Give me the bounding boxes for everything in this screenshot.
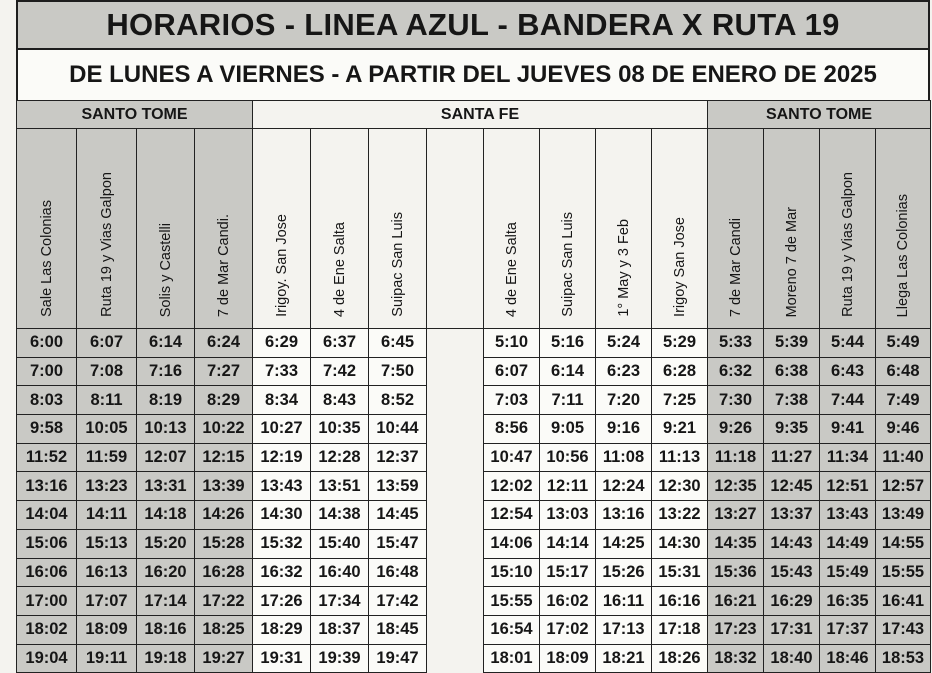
group-santa-fe: SANTA FE: [253, 101, 708, 129]
spacer-cell: [427, 644, 484, 673]
outbound-time-cell: 7:27: [195, 357, 253, 386]
inbound-time-cell: 16:35: [820, 587, 876, 616]
outbound-time-cell: 17:26: [253, 587, 311, 616]
inbound-time-cell: 11:13: [652, 443, 708, 472]
inbound-column-header: [876, 129, 931, 329]
inbound-time-cell: 6:28: [652, 357, 708, 386]
outbound-column-header: [17, 129, 77, 329]
outbound-time-cell: 7:08: [77, 357, 137, 386]
outbound-time-cell: 8:34: [253, 386, 311, 415]
outbound-time-cell: 7:33: [253, 357, 311, 386]
inbound-time-cell: 16:16: [652, 587, 708, 616]
outbound-time-cell: 10:13: [137, 415, 195, 444]
inbound-time-cell: 18:46: [820, 644, 876, 673]
outbound-time-cell: 11:52: [17, 443, 77, 472]
outbound-column-header: [369, 129, 427, 329]
spacer-cell: [427, 357, 484, 386]
inbound-time-cell: 9:26: [708, 415, 764, 444]
inbound-time-cell: 18:21: [596, 644, 652, 673]
outbound-time-cell: 17:00: [17, 587, 77, 616]
inbound-time-cell: 17:37: [820, 615, 876, 644]
column-header-label: Moreno 7 de Mar: [783, 206, 800, 317]
inbound-time-cell: 12:24: [596, 472, 652, 501]
inbound-time-cell: 8:56: [484, 415, 540, 444]
inbound-time-cell: 7:30: [708, 386, 764, 415]
outbound-time-cell: 7:16: [137, 357, 195, 386]
inbound-time-cell: 6:48: [876, 357, 931, 386]
column-header-label: Sale Las Colonias: [38, 200, 55, 317]
outbound-time-cell: 17:42: [369, 587, 427, 616]
outbound-time-cell: 13:51: [311, 472, 369, 501]
inbound-time-cell: 10:56: [540, 443, 596, 472]
inbound-time-cell: 18:53: [876, 644, 931, 673]
outbound-time-cell: 8:52: [369, 386, 427, 415]
outbound-time-cell: 18:37: [311, 615, 369, 644]
table-row: [17, 443, 931, 472]
outbound-time-cell: 18:45: [369, 615, 427, 644]
inbound-time-cell: 17:31: [764, 615, 820, 644]
outbound-time-cell: 16:06: [17, 558, 77, 587]
outbound-time-cell: 7:00: [17, 357, 77, 386]
outbound-time-cell: 6:24: [195, 329, 253, 358]
inbound-time-cell: 12:30: [652, 472, 708, 501]
outbound-time-cell: 15:13: [77, 529, 137, 558]
outbound-time-cell: 19:39: [311, 644, 369, 673]
outbound-time-cell: 16:40: [311, 558, 369, 587]
spacer-column: [427, 129, 484, 329]
outbound-time-cell: 16:13: [77, 558, 137, 587]
inbound-time-cell: 6:14: [540, 357, 596, 386]
outbound-time-cell: 6:14: [137, 329, 195, 358]
column-header-label: Ruta 19 y Vias Galpon: [839, 172, 856, 317]
spacer-cell: [427, 529, 484, 558]
outbound-time-cell: 17:22: [195, 587, 253, 616]
outbound-time-cell: 7:50: [369, 357, 427, 386]
inbound-column-header: [708, 129, 764, 329]
spacer-cell: [427, 443, 484, 472]
spacer-cell: [427, 386, 484, 415]
inbound-time-cell: 14:43: [764, 529, 820, 558]
inbound-time-cell: 5:33: [708, 329, 764, 358]
outbound-time-cell: 18:25: [195, 615, 253, 644]
inbound-time-cell: 13:22: [652, 501, 708, 530]
column-header-label: 7 de Mar Candi: [727, 217, 744, 317]
outbound-time-cell: 15:47: [369, 529, 427, 558]
outbound-time-cell: 8:43: [311, 386, 369, 415]
inbound-time-cell: 5:44: [820, 329, 876, 358]
inbound-time-cell: 6:07: [484, 357, 540, 386]
inbound-time-cell: 5:16: [540, 329, 596, 358]
outbound-time-cell: 8:11: [77, 386, 137, 415]
outbound-time-cell: 19:11: [77, 644, 137, 673]
inbound-time-cell: 15:36: [708, 558, 764, 587]
inbound-time-cell: 16:54: [484, 615, 540, 644]
outbound-time-cell: 19:18: [137, 644, 195, 673]
outbound-time-cell: 8:29: [195, 386, 253, 415]
inbound-time-cell: 10:47: [484, 443, 540, 472]
inbound-time-cell: 7:44: [820, 386, 876, 415]
inbound-time-cell: 14:55: [876, 529, 931, 558]
table-row: [17, 615, 931, 644]
inbound-time-cell: 11:08: [596, 443, 652, 472]
outbound-column-header: [137, 129, 195, 329]
outbound-time-cell: 6:07: [77, 329, 137, 358]
outbound-time-cell: 14:18: [137, 501, 195, 530]
outbound-time-cell: 16:32: [253, 558, 311, 587]
outbound-time-cell: 12:19: [253, 443, 311, 472]
page-title: HORARIOS - LINEA AZUL - BANDERA X RUTA 19: [16, 0, 930, 50]
column-header-label: 7 de Mar Candi.: [215, 213, 232, 317]
outbound-time-cell: 15:32: [253, 529, 311, 558]
inbound-time-cell: 12:51: [820, 472, 876, 501]
inbound-time-cell: 15:10: [484, 558, 540, 587]
table-row: [17, 386, 931, 415]
outbound-time-cell: 11:59: [77, 443, 137, 472]
outbound-time-cell: 15:20: [137, 529, 195, 558]
outbound-time-cell: 13:39: [195, 472, 253, 501]
inbound-time-cell: 9:05: [540, 415, 596, 444]
page-subtitle: DE LUNES A VIERNES - A PARTIR DEL JUEVES 08 DE ENERO DE 2025: [16, 50, 930, 100]
column-header-label: Llega Las Colonias: [895, 193, 911, 317]
inbound-time-cell: 5:29: [652, 329, 708, 358]
inbound-time-cell: 5:10: [484, 329, 540, 358]
table-row: [17, 472, 931, 501]
inbound-time-cell: 15:17: [540, 558, 596, 587]
inbound-time-cell: 12:02: [484, 472, 540, 501]
spacer-cell: [427, 615, 484, 644]
table-row: [17, 329, 931, 358]
outbound-time-cell: 10:27: [253, 415, 311, 444]
inbound-time-cell: 14:30: [652, 529, 708, 558]
outbound-time-cell: 18:29: [253, 615, 311, 644]
inbound-time-cell: 9:41: [820, 415, 876, 444]
outbound-time-cell: 14:11: [77, 501, 137, 530]
spacer-cell: [427, 329, 484, 358]
table-row: [17, 587, 931, 616]
table-row: [17, 357, 931, 386]
outbound-time-cell: 14:45: [369, 501, 427, 530]
outbound-time-cell: 16:48: [369, 558, 427, 587]
outbound-time-cell: 8:19: [137, 386, 195, 415]
outbound-time-cell: 9:58: [17, 415, 77, 444]
schedule-table: [16, 100, 931, 673]
inbound-time-cell: 14:49: [820, 529, 876, 558]
outbound-time-cell: 13:16: [17, 472, 77, 501]
inbound-time-cell: 15:55: [876, 558, 931, 587]
outbound-time-cell: 18:09: [77, 615, 137, 644]
inbound-time-cell: 13:37: [764, 501, 820, 530]
inbound-column-header: [596, 129, 652, 329]
outbound-time-cell: 13:43: [253, 472, 311, 501]
inbound-time-cell: 15:31: [652, 558, 708, 587]
column-header-label: Suipac San Luis: [559, 212, 576, 317]
inbound-time-cell: 15:55: [484, 587, 540, 616]
outbound-time-cell: 15:40: [311, 529, 369, 558]
inbound-time-cell: 9:21: [652, 415, 708, 444]
outbound-time-cell: 6:45: [369, 329, 427, 358]
outbound-time-cell: 14:04: [17, 501, 77, 530]
outbound-time-cell: 19:04: [17, 644, 77, 673]
outbound-time-cell: 17:07: [77, 587, 137, 616]
inbound-time-cell: 15:49: [820, 558, 876, 587]
inbound-time-cell: 16:21: [708, 587, 764, 616]
inbound-time-cell: 15:26: [596, 558, 652, 587]
spacer-cell: [427, 558, 484, 587]
outbound-time-cell: 16:20: [137, 558, 195, 587]
column-header-label: Suipac San Luis: [389, 212, 406, 317]
outbound-time-cell: 6:00: [17, 329, 77, 358]
inbound-time-cell: 18:32: [708, 644, 764, 673]
outbound-time-cell: 17:34: [311, 587, 369, 616]
outbound-time-cell: 10:05: [77, 415, 137, 444]
outbound-time-cell: 15:06: [17, 529, 77, 558]
outbound-time-cell: 12:15: [195, 443, 253, 472]
column-header-label: 4 de Ene Salta: [331, 221, 348, 317]
inbound-time-cell: 14:35: [708, 529, 764, 558]
table-row: [17, 529, 931, 558]
table-row: [17, 644, 931, 673]
outbound-column-header: [311, 129, 369, 329]
outbound-column-header: [77, 129, 137, 329]
inbound-time-cell: 17:13: [596, 615, 652, 644]
spacer-cell: [427, 415, 484, 444]
outbound-time-cell: 12:37: [369, 443, 427, 472]
group-header-row: [17, 101, 931, 129]
outbound-time-cell: 12:07: [137, 443, 195, 472]
inbound-time-cell: 13:16: [596, 501, 652, 530]
inbound-time-cell: 17:18: [652, 615, 708, 644]
inbound-time-cell: 13:27: [708, 501, 764, 530]
outbound-time-cell: 19:47: [369, 644, 427, 673]
inbound-time-cell: 17:43: [876, 615, 931, 644]
inbound-time-cell: 11:27: [764, 443, 820, 472]
outbound-time-cell: 13:23: [77, 472, 137, 501]
inbound-time-cell: 7:25: [652, 386, 708, 415]
inbound-time-cell: 11:40: [876, 443, 931, 472]
inbound-time-cell: 7:38: [764, 386, 820, 415]
spacer-cell: [427, 501, 484, 530]
outbound-time-cell: 18:16: [137, 615, 195, 644]
inbound-time-cell: 13:03: [540, 501, 596, 530]
group-santo-tome-right: SANTO TOME: [708, 101, 931, 129]
inbound-time-cell: 12:45: [764, 472, 820, 501]
inbound-time-cell: 7:20: [596, 386, 652, 415]
table-row: [17, 558, 931, 587]
outbound-time-cell: 14:30: [253, 501, 311, 530]
inbound-time-cell: 14:25: [596, 529, 652, 558]
table-row: [17, 501, 931, 530]
outbound-time-cell: 10:35: [311, 415, 369, 444]
inbound-time-cell: 16:41: [876, 587, 931, 616]
inbound-time-cell: 9:46: [876, 415, 931, 444]
outbound-time-cell: 16:28: [195, 558, 253, 587]
inbound-time-cell: 11:34: [820, 443, 876, 472]
inbound-time-cell: 18:40: [764, 644, 820, 673]
inbound-time-cell: 16:11: [596, 587, 652, 616]
inbound-time-cell: 17:02: [540, 615, 596, 644]
outbound-time-cell: 17:14: [137, 587, 195, 616]
inbound-time-cell: 12:35: [708, 472, 764, 501]
column-header-label: Irigoy. San Jose: [273, 214, 290, 317]
inbound-time-cell: 11:18: [708, 443, 764, 472]
outbound-time-cell: 10:44: [369, 415, 427, 444]
inbound-time-cell: 12:57: [876, 472, 931, 501]
inbound-time-cell: 18:09: [540, 644, 596, 673]
inbound-time-cell: 12:11: [540, 472, 596, 501]
inbound-time-cell: 7:11: [540, 386, 596, 415]
outbound-time-cell: 7:42: [311, 357, 369, 386]
column-header-label: Solis y Castelli: [157, 222, 174, 317]
inbound-time-cell: 16:02: [540, 587, 596, 616]
column-header-label: Irigoy San Jose: [671, 217, 688, 317]
outbound-time-cell: 6:29: [253, 329, 311, 358]
inbound-time-cell: 14:14: [540, 529, 596, 558]
outbound-time-cell: 13:59: [369, 472, 427, 501]
inbound-time-cell: 7:03: [484, 386, 540, 415]
outbound-time-cell: 10:22: [195, 415, 253, 444]
column-header-label: 4 de Ene Salta: [503, 221, 520, 317]
outbound-time-cell: 14:38: [311, 501, 369, 530]
outbound-time-cell: 19:27: [195, 644, 253, 673]
spacer-cell: [427, 472, 484, 501]
inbound-time-cell: 18:01: [484, 644, 540, 673]
inbound-column-header: [484, 129, 540, 329]
outbound-time-cell: 15:28: [195, 529, 253, 558]
column-header-label: 1° May y 3 Feb: [615, 219, 632, 317]
outbound-time-cell: 6:37: [311, 329, 369, 358]
outbound-time-cell: 19:31: [253, 644, 311, 673]
inbound-time-cell: 14:06: [484, 529, 540, 558]
outbound-time-cell: 8:03: [17, 386, 77, 415]
inbound-time-cell: 6:23: [596, 357, 652, 386]
inbound-time-cell: 12:54: [484, 501, 540, 530]
inbound-time-cell: 18:26: [652, 644, 708, 673]
group-santo-tome-left: SANTO TOME: [17, 101, 253, 129]
inbound-time-cell: 6:38: [764, 357, 820, 386]
inbound-time-cell: 15:43: [764, 558, 820, 587]
inbound-time-cell: 17:23: [708, 615, 764, 644]
outbound-time-cell: 12:28: [311, 443, 369, 472]
inbound-time-cell: 6:32: [708, 357, 764, 386]
column-header-row: [17, 129, 931, 329]
inbound-column-header: [820, 129, 876, 329]
inbound-column-header: [764, 129, 820, 329]
table-row: [17, 415, 931, 444]
inbound-time-cell: 5:49: [876, 329, 931, 358]
outbound-time-cell: 18:02: [17, 615, 77, 644]
outbound-time-cell: 13:31: [137, 472, 195, 501]
inbound-time-cell: 16:29: [764, 587, 820, 616]
inbound-time-cell: 5:24: [596, 329, 652, 358]
inbound-time-cell: 6:43: [820, 357, 876, 386]
inbound-time-cell: 9:16: [596, 415, 652, 444]
outbound-time-cell: 14:26: [195, 501, 253, 530]
inbound-time-cell: 9:35: [764, 415, 820, 444]
inbound-column-header: [540, 129, 596, 329]
outbound-column-header: [195, 129, 253, 329]
inbound-time-cell: 13:49: [876, 501, 931, 530]
inbound-time-cell: 13:43: [820, 501, 876, 530]
inbound-time-cell: 7:49: [876, 386, 931, 415]
column-header-label: Ruta 19 y Vias Galpon: [98, 172, 115, 317]
outbound-column-header: [253, 129, 311, 329]
spacer-cell: [427, 587, 484, 616]
inbound-column-header: [652, 129, 708, 329]
inbound-time-cell: 5:39: [764, 329, 820, 358]
